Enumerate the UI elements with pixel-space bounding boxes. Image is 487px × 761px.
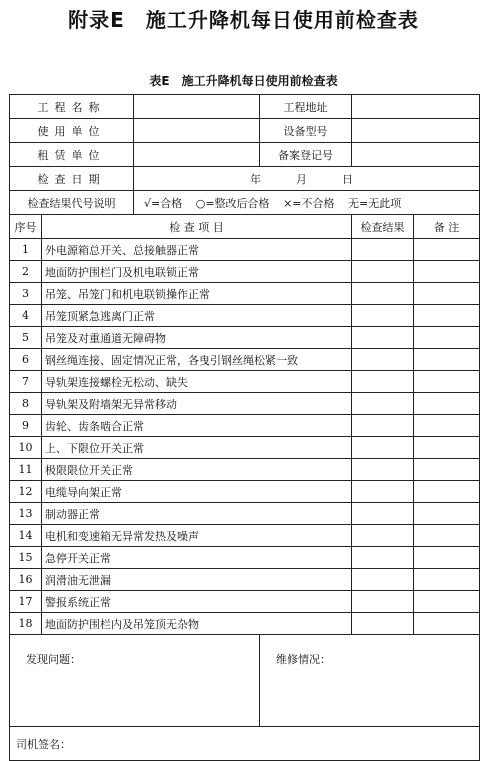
item-text: 上、下限位开关正常 — [42, 437, 352, 459]
project-address-value[interactable] — [352, 95, 480, 119]
item-remark[interactable] — [414, 393, 480, 415]
item-text: 急停开关正常 — [42, 547, 352, 569]
item-no: 4 — [10, 305, 42, 327]
header-row — [10, 215, 480, 239]
item-result[interactable] — [352, 569, 414, 591]
legend-rectified: ○=整改后合格 — [195, 196, 270, 210]
item-text: 吊笼顶紧急逃离门正常 — [42, 305, 352, 327]
table-row — [10, 459, 480, 481]
issues-found-label: 发现问题： — [26, 653, 81, 666]
row-check-date — [10, 167, 480, 191]
item-no: 1 — [10, 239, 42, 261]
item-result[interactable] — [352, 525, 414, 547]
item-text: 电缆导向架正常 — [42, 481, 352, 503]
legend-pass: √=合格 — [144, 196, 183, 210]
item-result[interactable] — [352, 305, 414, 327]
item-result[interactable] — [352, 591, 414, 613]
table-row — [10, 239, 480, 261]
item-remark[interactable] — [414, 261, 480, 283]
item-text: 导轨架及附墙架无异常移动 — [42, 393, 352, 415]
item-no: 13 — [10, 503, 42, 525]
item-remark[interactable] — [414, 415, 480, 437]
user-unit-value[interactable] — [134, 119, 260, 143]
table-caption: 表E 施工升降机每日使用前检查表 — [149, 74, 338, 88]
item-remark[interactable] — [414, 305, 480, 327]
item-no: 9 — [10, 415, 42, 437]
issues-found-cell[interactable] — [10, 635, 260, 727]
table-row — [10, 525, 480, 547]
item-remark[interactable] — [414, 327, 480, 349]
item-no: 12 — [10, 481, 42, 503]
item-no: 8 — [10, 393, 42, 415]
item-result[interactable] — [352, 459, 414, 481]
item-result[interactable] — [352, 613, 414, 635]
item-text: 地面防护围栏门及机电联锁正常 — [42, 261, 352, 283]
row-issues-repair — [10, 635, 480, 727]
item-remark[interactable] — [414, 481, 480, 503]
table-row — [10, 415, 480, 437]
equipment-model-label: 设备型号 — [260, 119, 352, 143]
item-result[interactable] — [352, 349, 414, 371]
project-name-label: 工程名称 — [10, 95, 134, 119]
item-result[interactable] — [352, 393, 414, 415]
item-remark[interactable] — [414, 459, 480, 481]
item-text: 地面防护围栏内及吊笼顶无杂物 — [42, 613, 352, 635]
date-year: 年 — [250, 172, 261, 186]
table-row — [10, 349, 480, 371]
driver-signature-cell[interactable] — [10, 727, 480, 761]
item-text: 制动器正常 — [42, 503, 352, 525]
item-no: 17 — [10, 591, 42, 613]
item-text: 钢丝绳连接、固定情况正常，各曳引钢丝绳松紧一致 — [42, 349, 352, 371]
item-remark[interactable] — [414, 591, 480, 613]
project-address-label: 工程地址 — [260, 95, 352, 119]
legend-codes — [134, 191, 480, 215]
check-items — [10, 239, 480, 635]
item-no: 5 — [10, 327, 42, 349]
check-date-label: 检查日期 — [10, 167, 134, 191]
item-result[interactable] — [352, 547, 414, 569]
header-remark: 备 注 — [414, 215, 480, 239]
item-no: 14 — [10, 525, 42, 547]
legend-label: 检查结果代号说明 — [10, 191, 134, 215]
table-row — [10, 283, 480, 305]
item-no: 11 — [10, 459, 42, 481]
table-row — [10, 437, 480, 459]
row-user-unit — [10, 119, 480, 143]
row-rental-unit — [10, 143, 480, 167]
item-text: 润滑油无泄漏 — [42, 569, 352, 591]
item-text: 吊笼、吊笼门和机电联锁操作正常 — [42, 283, 352, 305]
repair-status-cell[interactable] — [260, 635, 480, 727]
legend-fail: ×=不合格 — [283, 196, 335, 210]
item-result[interactable] — [352, 481, 414, 503]
table-row — [10, 569, 480, 591]
item-result[interactable] — [352, 283, 414, 305]
table-row — [10, 393, 480, 415]
row-legend — [10, 191, 480, 215]
item-text: 齿轮、齿条啮合正常 — [42, 415, 352, 437]
header-item: 检 查 项 目 — [42, 215, 352, 239]
legend-na: 无=无此项 — [348, 196, 402, 210]
item-text: 警报系统正常 — [42, 591, 352, 613]
project-name-value[interactable] — [134, 95, 260, 119]
row-project — [10, 95, 480, 119]
record-number-label: 备案登记号 — [260, 143, 352, 167]
table-row — [10, 305, 480, 327]
table-row — [10, 327, 480, 349]
item-no: 3 — [10, 283, 42, 305]
driver-signature-label: 司机签名： — [16, 737, 71, 751]
date-day: 日 — [342, 172, 353, 186]
item-remark[interactable] — [414, 283, 480, 305]
item-no: 15 — [10, 547, 42, 569]
item-remark[interactable] — [414, 371, 480, 393]
item-no: 10 — [10, 437, 42, 459]
repair-status-label: 维修情况： — [276, 653, 331, 666]
rental-unit-value[interactable] — [134, 143, 260, 167]
item-text: 极限限位开关正常 — [42, 459, 352, 481]
rental-unit-label: 租赁单位 — [10, 143, 134, 167]
item-text: 外电源箱总开关、总接触器正常 — [42, 239, 352, 261]
table-row — [10, 547, 480, 569]
item-remark[interactable] — [414, 547, 480, 569]
check-date-value[interactable] — [134, 167, 480, 191]
record-number-value[interactable] — [352, 143, 480, 167]
item-no: 16 — [10, 569, 42, 591]
item-result[interactable] — [352, 327, 414, 349]
date-month: 月 — [296, 172, 307, 186]
item-remark[interactable] — [414, 503, 480, 525]
item-remark[interactable] — [414, 613, 480, 635]
table-row — [10, 371, 480, 393]
item-result[interactable] — [352, 503, 414, 525]
item-no: 6 — [10, 349, 42, 371]
table-row — [10, 503, 480, 525]
item-remark[interactable] — [414, 437, 480, 459]
item-result[interactable] — [352, 415, 414, 437]
header-result: 检查结果 — [352, 215, 414, 239]
item-text: 吊笼及对重通道无障碍物 — [42, 327, 352, 349]
table-row — [10, 591, 480, 613]
table-row — [10, 613, 480, 635]
item-result[interactable] — [352, 261, 414, 283]
item-no: 2 — [10, 261, 42, 283]
item-result[interactable] — [352, 239, 414, 261]
table-row — [10, 481, 480, 503]
inspection-table — [9, 94, 480, 761]
item-text: 导轨架连接螺栓无松动、缺失 — [42, 371, 352, 393]
item-no: 18 — [10, 613, 42, 635]
item-remark[interactable] — [414, 525, 480, 547]
equipment-model-value[interactable] — [352, 119, 480, 143]
appendix-title: 附录E 施工升降机每日使用前检查表 — [68, 8, 419, 32]
item-remark[interactable] — [414, 569, 480, 591]
item-result[interactable] — [352, 371, 414, 393]
item-remark[interactable] — [414, 349, 480, 371]
item-text: 电机和变速箱无异常发热及噪声 — [42, 525, 352, 547]
item-result[interactable] — [352, 437, 414, 459]
header-no: 序号 — [10, 215, 42, 239]
item-no: 7 — [10, 371, 42, 393]
item-remark[interactable] — [414, 239, 480, 261]
table-row — [10, 261, 480, 283]
row-signature — [10, 727, 480, 761]
user-unit-label: 使用单位 — [10, 119, 134, 143]
